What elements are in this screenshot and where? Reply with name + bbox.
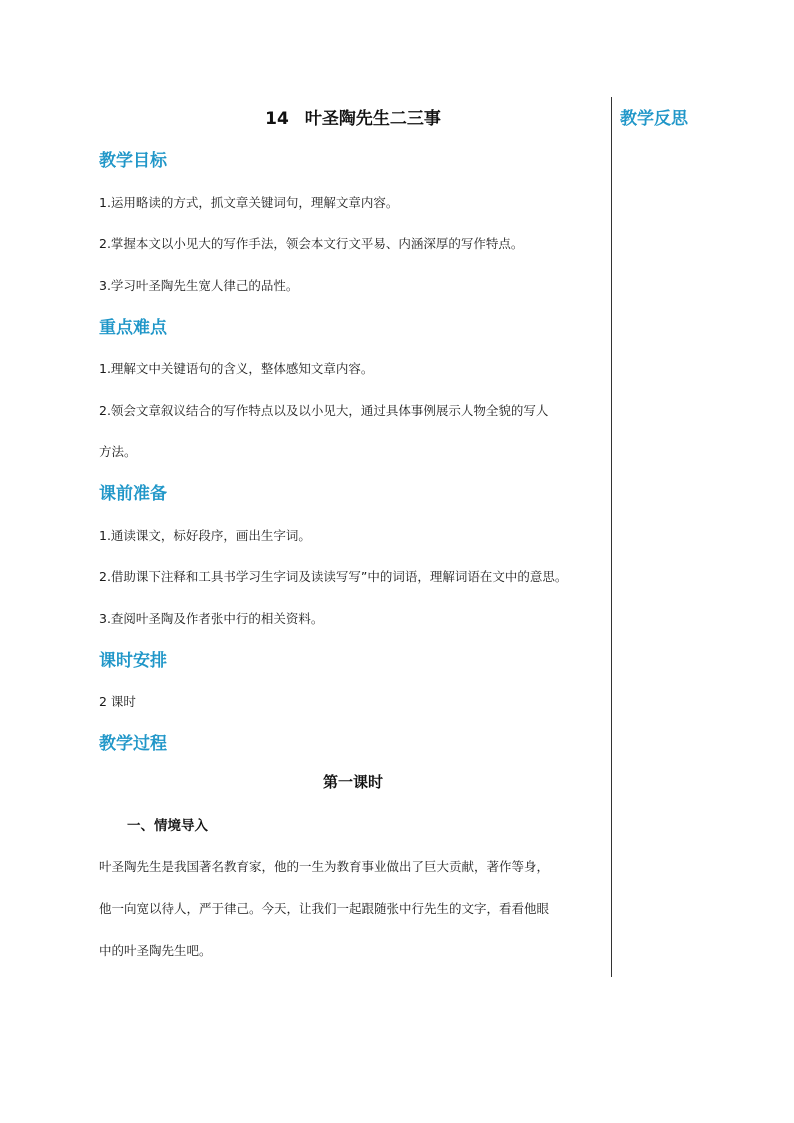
- paragraph-line: 叶圣陶先生是我国著名教育家，他的一生为教育事业做出了巨大贡献，著作等身，: [99, 859, 550, 874]
- paragraph-line: 中的叶圣陶先生吧。: [99, 943, 212, 958]
- schedule-heading: 课时安排: [99, 651, 167, 671]
- schedule-text: 2 课时: [99, 694, 136, 709]
- objective-item: 3.学习叶圣陶先生宽人律己的品性。: [99, 278, 299, 293]
- key-point-item: 方法。: [99, 444, 137, 459]
- column-divider: [611, 97, 612, 977]
- objective-item: 2.掌握本文以小见大的写作手法，领会本文行文平易、内涵深厚的写作特点。: [99, 236, 524, 251]
- section-title: 一、情境导入: [127, 818, 208, 834]
- preparation-item: 2.借助课下注释和工具书学习生字词及读读写写”中的词语，理解词语在文中的意思。: [99, 569, 568, 584]
- lesson-title-first-period: 第一课时: [322, 773, 383, 791]
- lesson-title: 叶圣陶先生二三事: [304, 109, 441, 129]
- process-heading: 教学过程: [99, 734, 167, 754]
- document-title: [99, 104, 607, 129]
- lesson-number: 14: [265, 109, 289, 129]
- paragraph-line: 他一向宽以待人，严于律己。今天，让我们一起跟随张中行先生的文字，看看他眼: [99, 901, 550, 916]
- reflection-heading: 教学反思: [620, 109, 688, 129]
- key-point-item: 1.理解文中关键语句的含义，整体感知文章内容。: [99, 361, 374, 376]
- objective-item: 1.运用略读的方式，抓文章关键词句，理解文章内容。: [99, 195, 399, 210]
- preparation-item: 3.查阅叶圣陶及作者张中行的相关资料。: [99, 611, 324, 626]
- key-point-item: 2.领会文章叙议结合的写作特点以及以小见大，通过具体事例展示人物全貌的写人: [99, 403, 549, 418]
- key-points-heading: 重点难点: [99, 318, 167, 338]
- preparation-heading: 课前准备: [99, 484, 167, 504]
- objectives-heading: 教学目标: [99, 151, 167, 171]
- preparation-item: 1.通读课文，标好段序，画出生字词。: [99, 528, 311, 543]
